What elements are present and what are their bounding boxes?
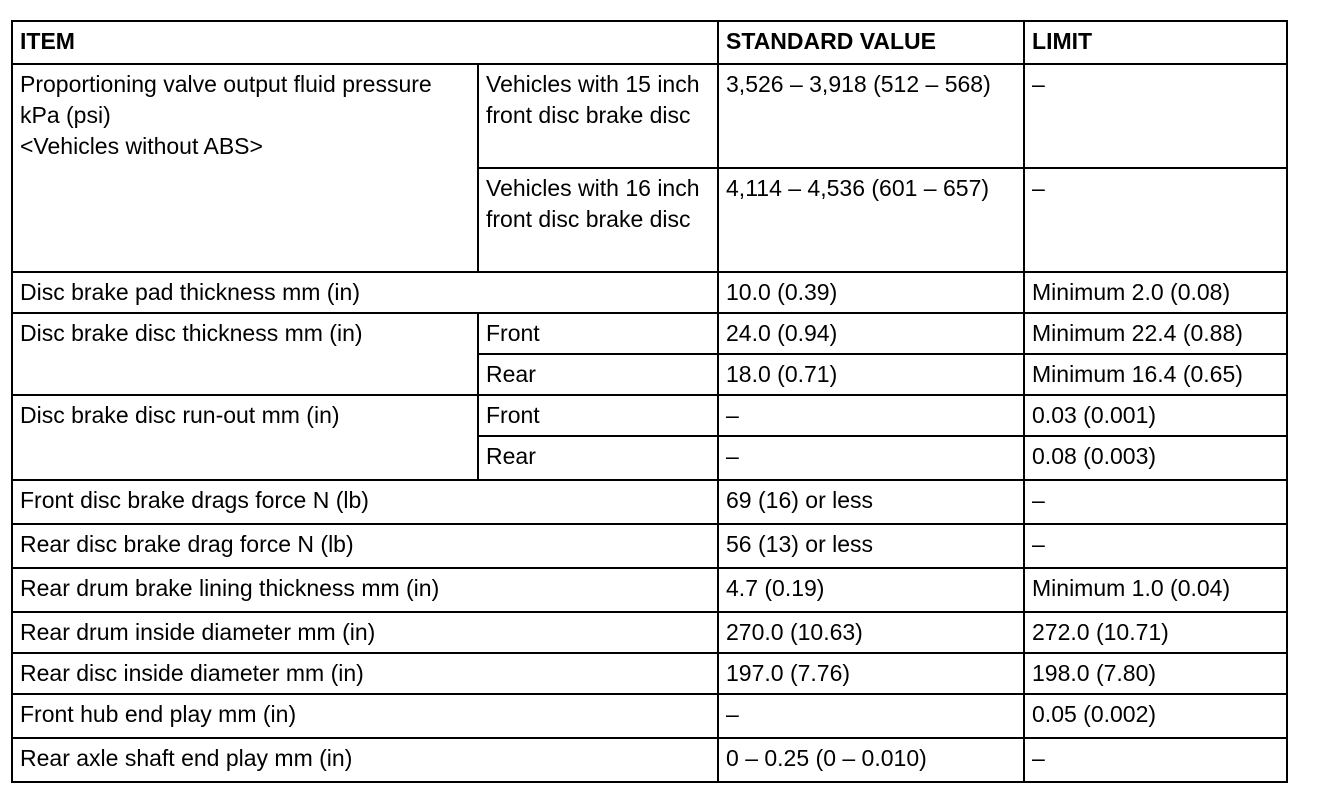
standard-value-cell: 4.7 (0.19) [718, 568, 1024, 612]
limit-cell: 272.0 (10.71) [1024, 612, 1287, 653]
item-cell: Rear disc brake drag force N (lb) [12, 524, 718, 568]
limit-cell: – [1024, 64, 1287, 168]
standard-value-cell: – [718, 436, 1024, 480]
table-row [12, 568, 1287, 612]
standard-value-cell: 197.0 (7.76) [718, 653, 1024, 694]
item-label: Proportioning valve output fluid pressure kPa (psi) [20, 71, 432, 128]
header-standard-value: STANDARD VALUE [718, 21, 1024, 64]
sub-item-cell: Vehicles with 16 inch front disc brake disc [478, 168, 718, 272]
table-row [12, 738, 1287, 782]
standard-value-cell: – [718, 694, 1024, 738]
sub-item-cell: Vehicles with 15 inch front disc brake disc [478, 64, 718, 168]
table-row [12, 480, 1287, 524]
item-cell: Rear drum inside diameter mm (in) [12, 612, 718, 653]
limit-cell: – [1024, 524, 1287, 568]
table-row [12, 395, 1287, 436]
limit-cell: – [1024, 480, 1287, 524]
limit-cell: 0.05 (0.002) [1024, 694, 1287, 738]
item-cell: Disc brake disc run-out mm (in) [12, 395, 478, 480]
spec-table [11, 20, 1288, 783]
limit-cell: 0.08 (0.003) [1024, 436, 1287, 480]
header-row [12, 21, 1287, 64]
standard-value-cell: 18.0 (0.71) [718, 354, 1024, 395]
limit-cell: – [1024, 168, 1287, 272]
limit-cell: Minimum 2.0 (0.08) [1024, 272, 1287, 313]
limit-cell: Minimum 16.4 (0.65) [1024, 354, 1287, 395]
standard-value-cell: 56 (13) or less [718, 524, 1024, 568]
header-limit: LIMIT [1024, 21, 1287, 64]
item-cell: Front disc brake drags force N (lb) [12, 480, 718, 524]
limit-cell: 0.03 (0.001) [1024, 395, 1287, 436]
item-note: <Vehicles without ABS> [20, 133, 263, 159]
sub-item-cell: Rear [478, 354, 718, 395]
standard-value-cell: 4,114 – 4,536 (601 – 657) [718, 168, 1024, 272]
header-item: ITEM [12, 21, 718, 64]
sub-item-cell: Rear [478, 436, 718, 480]
table-row [12, 653, 1287, 694]
table-row [12, 64, 1287, 168]
sub-item-cell: Front [478, 313, 718, 354]
item-cell: Rear axle shaft end play mm (in) [12, 738, 718, 782]
sub-item-cell: Front [478, 395, 718, 436]
table-row [12, 272, 1287, 313]
item-cell: Disc brake pad thickness mm (in) [12, 272, 718, 313]
standard-value-cell: 69 (16) or less [718, 480, 1024, 524]
table-row [12, 313, 1287, 354]
standard-value-cell: 0 – 0.25 (0 – 0.010) [718, 738, 1024, 782]
standard-value-cell: 270.0 (10.63) [718, 612, 1024, 653]
item-cell: Disc brake disc thickness mm (in) [12, 313, 478, 395]
standard-value-cell: 3,526 – 3,918 (512 – 568) [718, 64, 1024, 168]
item-cell: Rear drum brake lining thickness mm (in) [12, 568, 718, 612]
limit-cell: Minimum 1.0 (0.04) [1024, 568, 1287, 612]
limit-cell: – [1024, 738, 1287, 782]
standard-value-cell: 10.0 (0.39) [718, 272, 1024, 313]
limit-cell: Minimum 22.4 (0.88) [1024, 313, 1287, 354]
item-cell: Rear disc inside diameter mm (in) [12, 653, 718, 694]
table-row [12, 524, 1287, 568]
standard-value-cell: – [718, 395, 1024, 436]
item-cell: Front hub end play mm (in) [12, 694, 718, 738]
table-row [12, 694, 1287, 738]
item-cell [12, 64, 478, 272]
standard-value-cell: 24.0 (0.94) [718, 313, 1024, 354]
limit-cell: 198.0 (7.80) [1024, 653, 1287, 694]
table-row [12, 612, 1287, 653]
